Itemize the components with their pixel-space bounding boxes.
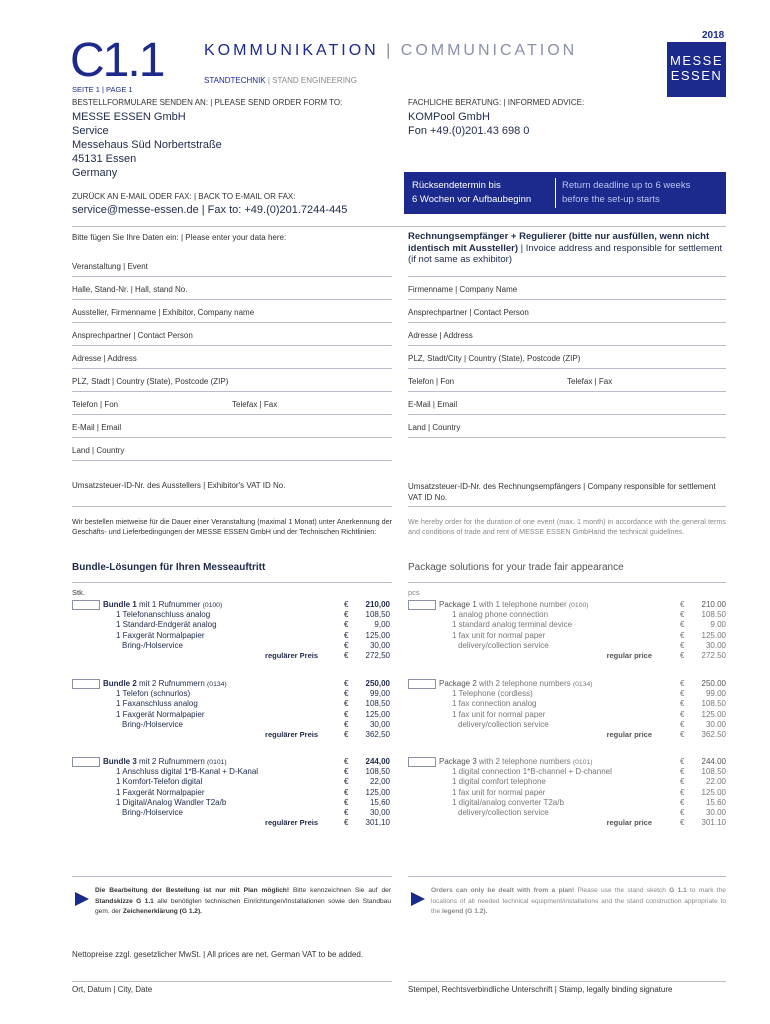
currency-symbol: € — [680, 729, 685, 739]
package-header — [72, 757, 392, 767]
email-field[interactable] — [72, 437, 392, 438]
item-price: 125.00 — [701, 630, 726, 640]
vat-label: Umsatzsteuer-ID-Nr. des Ausstellers | Exhibitor's VAT ID No. — [72, 481, 286, 490]
item-label: delivery/collection service — [458, 807, 549, 817]
currency-symbol: € — [344, 787, 349, 797]
package-block — [72, 600, 392, 661]
currency-symbol: € — [680, 777, 685, 787]
item-label: 1 digital/analog converter T2a/b — [452, 797, 564, 807]
package-block — [72, 679, 392, 740]
package-item — [72, 710, 392, 720]
net-prices-note: Nettopreise zzgl. gesetzlicher MwSt. | All prices are net. German VAT to be added. — [72, 950, 364, 959]
currency-symbol: € — [680, 620, 685, 630]
package-item — [408, 699, 726, 709]
item-price: 125,00 — [365, 630, 390, 640]
bundle-list-de — [72, 600, 392, 840]
exhibitor-label: Aussteller, Firmenname | Exhibitor, Company name — [72, 308, 255, 317]
package-desc: mit 2 Rufnummern — [136, 679, 208, 689]
package-desc: mit 2 Rufnummern — [136, 757, 208, 767]
package-header — [408, 757, 726, 767]
invoice-phone-fax-field[interactable] — [408, 391, 726, 392]
item-label: 1 Komfort-Telefon digital — [116, 777, 203, 787]
contact-label: Ansprechpartner | Contact Person — [72, 331, 193, 340]
currency-symbol: € — [344, 689, 349, 699]
package-header — [408, 600, 726, 610]
signature-field[interactable] — [408, 981, 726, 982]
regular-price: 272,50 — [365, 650, 390, 660]
package-name: Bundle 2 — [103, 679, 137, 689]
currency-symbol: € — [680, 600, 685, 609]
invoice-email-field[interactable] — [408, 414, 726, 415]
item-label: 1 fax unit for normal paper — [452, 709, 546, 719]
currency-symbol: € — [680, 757, 685, 766]
quantity-input[interactable] — [72, 600, 100, 610]
item-price: 125,00 — [365, 787, 390, 797]
package-list-en — [408, 600, 726, 840]
regular-price-row — [72, 651, 392, 661]
item-label: 1 Faxanschluss analog — [116, 699, 198, 709]
invoice-phone-label: Telefon | Fon — [408, 377, 455, 386]
vat-field[interactable] — [72, 506, 392, 507]
invoice-company-label: Firmenname | Company Name — [408, 285, 518, 294]
quantity-input[interactable] — [72, 757, 100, 767]
hall-field[interactable] — [72, 299, 392, 300]
regular-price-row — [72, 818, 392, 828]
packages-title-de: Bundle-Lösungen für Ihren Messeauftritt — [72, 562, 266, 573]
package-desc: with 2 telephone numbers — [476, 679, 573, 689]
regular-price-label: regular price — [606, 650, 652, 660]
currency-symbol: € — [680, 807, 685, 817]
regular-price: 301,10 — [365, 818, 390, 828]
item-label: 1 Faxgerät Normalpapier — [116, 630, 205, 640]
address-label: Adresse | Address — [72, 354, 137, 363]
package-header — [408, 679, 726, 689]
package-block — [408, 679, 726, 740]
regular-price-label: regulärer Preis — [265, 650, 318, 660]
item-price: 30.00 — [705, 807, 726, 817]
item-price: 9.00 — [710, 620, 726, 630]
package-name: Package 1 — [439, 600, 477, 610]
currency-symbol: € — [344, 699, 349, 709]
package-desc: with 1 telephone number — [476, 600, 569, 610]
currency-symbol: € — [680, 679, 685, 688]
package-item — [408, 689, 726, 699]
item-label: delivery/collection service — [458, 640, 549, 650]
item-label: 1 analog phone connection — [452, 610, 549, 620]
package-block — [408, 600, 726, 661]
item-price: 99.00 — [705, 689, 726, 699]
item-price: 125.00 — [701, 787, 726, 797]
package-price: 244.00 — [701, 757, 726, 766]
currency-symbol: € — [344, 818, 349, 828]
regular-price: 272.50 — [701, 650, 726, 660]
item-price: 108,50 — [365, 767, 390, 777]
package-item — [408, 620, 726, 630]
regular-price-label: regular price — [606, 818, 652, 828]
invoice-zip-field[interactable] — [408, 368, 726, 369]
regular-price: 362,50 — [365, 729, 390, 739]
invoice-address-field[interactable] — [408, 345, 726, 346]
advice-contact: KOMPool GmbH Fon +49.(0)201.43 698 0 — [408, 111, 530, 137]
arrow-right-icon — [75, 892, 89, 906]
package-item — [72, 689, 392, 699]
item-label: delivery/collection service — [458, 719, 549, 729]
package-price: 250.00 — [701, 679, 726, 688]
item-price: 125,00 — [365, 709, 390, 719]
item-price: 15,60 — [369, 797, 390, 807]
item-label: 1 fax unit for normal paper — [452, 630, 546, 640]
item-label: 1 Telefon (schnurlos) — [116, 689, 191, 699]
address-field[interactable] — [72, 368, 392, 369]
item-price: 30,00 — [369, 807, 390, 817]
package-item — [72, 788, 392, 798]
return-label: ZURÜCK AN E-MAIL ODER FAX: | BACK TO E-MAIL OR FAX: — [72, 192, 296, 201]
item-price: 9,00 — [374, 620, 390, 630]
currency-symbol: € — [680, 689, 685, 699]
currency-symbol: € — [680, 650, 685, 660]
package-item — [408, 720, 726, 730]
advice-label: FACHLICHE BERATUNG: | INFORMED ADVICE: — [408, 98, 585, 107]
arrow-right-icon — [411, 892, 425, 906]
currency-symbol: € — [344, 807, 349, 817]
regular-price-row — [408, 651, 726, 661]
regular-price-row — [408, 818, 726, 828]
regular-price: 362.50 — [701, 729, 726, 739]
package-item — [72, 720, 392, 730]
package-item — [408, 777, 726, 787]
terms-de: Wir bestellen mietweise für die Dauer einer Veranstaltung (maximal 1 Monat) unter Anerkennung der Geschäfts- und Lieferbedingungen der MESSE ESSEN GmbH und der Technischen Richtlinien: — [72, 517, 392, 537]
currency-symbol: € — [344, 620, 349, 630]
city-date-label: Ort, Datum | City, Date — [72, 985, 153, 994]
packages-title-en: Package solutions for your trade fair appearance — [408, 562, 624, 573]
currency-symbol: € — [344, 640, 349, 650]
send-to-address: MESSE ESSEN GmbH Service Messehaus Süd Norbertstraße 45131 Essen Germany — [72, 111, 222, 179]
currency-symbol: € — [344, 630, 349, 640]
item-price: 108.50 — [701, 767, 726, 777]
package-item — [72, 699, 392, 709]
contact-field[interactable] — [72, 345, 392, 346]
item-price: 108.50 — [701, 699, 726, 709]
package-item — [408, 710, 726, 720]
item-label: 1 Anschluss digital 1*B-Kanal + D-Kanal — [116, 767, 259, 777]
package-name: Bundle 3 — [103, 757, 137, 767]
package-item — [72, 777, 392, 787]
item-label: 1 fax connection analog — [452, 699, 537, 709]
item-label: 1 fax unit for normal paper — [452, 787, 546, 797]
event-label: Veranstaltung | Event — [72, 262, 148, 271]
currency-symbol: € — [680, 630, 685, 640]
item-price: 108,50 — [365, 699, 390, 709]
package-code: (0100) — [568, 602, 589, 610]
item-price: 99,00 — [369, 689, 390, 699]
item-price: 125.00 — [701, 709, 726, 719]
item-label: 1 standard analog terminal device — [452, 620, 573, 630]
package-item — [72, 610, 392, 620]
item-label: 1 digital connection 1*B-channel + D-channel — [452, 767, 612, 777]
currency-symbol: € — [344, 600, 349, 609]
terms-en: We hereby order for the duration of one event (max. 1 month) in accordance with the general terms and conditions of trade and rent of MESSE ESSEN GmbHand the technical guidelines. — [408, 517, 726, 537]
item-price: 22.00 — [705, 777, 726, 787]
messe-essen-logo: MESSE ESSEN — [667, 42, 726, 97]
currency-symbol: € — [344, 719, 349, 729]
item-label: 1 digital comfort telephone — [452, 777, 546, 787]
package-price: 210,00 — [365, 600, 390, 609]
package-item — [72, 798, 392, 808]
zip-field[interactable] — [72, 391, 392, 392]
currency-symbol: € — [680, 787, 685, 797]
package-price: 210.00 — [701, 600, 726, 609]
regular-price: 301.10 — [701, 818, 726, 828]
deadline-box: Rücksendetermin bis 6 Wochen vor Aufbaubeginn Return deadline up to 6 weeks before the set-up starts — [404, 172, 726, 214]
invoice-fax-label: Telefax | Fax — [567, 377, 613, 386]
return-contact: service@messe-essen.de | Fax to: +49.(0)201.7244-445 — [72, 204, 348, 216]
invoice-zip-label: PLZ, Stadt/City | Country (State), Postcode (ZIP) — [408, 354, 581, 363]
currency-symbol: € — [680, 699, 685, 709]
country-field[interactable] — [72, 460, 392, 461]
item-price: 15.60 — [705, 797, 726, 807]
quantity-input[interactable] — [408, 600, 436, 610]
currency-symbol: € — [344, 610, 349, 620]
item-price: 22,00 — [369, 777, 390, 787]
item-label: Bring-/Holservice — [122, 640, 183, 650]
currency-symbol: € — [680, 719, 685, 729]
data-intro: Bitte fügen Sie Ihre Daten ein: | Please enter your data here: — [72, 233, 287, 242]
fax-label: Telefax | Fax — [232, 400, 278, 409]
invoice-contact-label: Ansprechpartner | Contact Person — [408, 308, 529, 317]
item-label: Bring-/Holservice — [122, 807, 183, 817]
package-block — [408, 757, 726, 828]
currency-symbol: € — [344, 679, 349, 688]
hall-label: Halle, Stand-Nr. | Hall, stand No. — [72, 285, 188, 294]
item-label: 1 Telephone (cordless) — [452, 689, 533, 699]
item-label: 1 Faxgerät Normalpapier — [116, 787, 205, 797]
currency-symbol: € — [680, 818, 685, 828]
regular-price-label: regular price — [606, 729, 652, 739]
package-header — [72, 679, 392, 689]
invoice-contact-field[interactable] — [408, 322, 726, 323]
package-item — [72, 808, 392, 818]
item-price: 30,00 — [369, 719, 390, 729]
plan-note-de: Die Bearbeitung der Bestellung ist nur mit Plan möglich! Bitte kennzeichnen Sie auf der Standskizze G 1.1 alle benötigten technischen Einrichtungen/Installationen sowie den Standbau gem. der Zeichenerklärung (G 1.2). — [95, 887, 391, 915]
phone-label: Telefon | Fon — [72, 400, 119, 409]
zip-label: PLZ, Stadt | Country (State), Postcode (ZIP) — [72, 377, 229, 386]
package-item — [408, 767, 726, 777]
invoice-company-field[interactable] — [408, 299, 726, 300]
package-item — [408, 631, 726, 641]
city-date-field[interactable] — [72, 981, 392, 982]
package-block — [72, 757, 392, 828]
invoice-heading: Rechnungsempfänger + Regulierer (bitte nur ausfüllen, wenn nicht identisch mit Aussteller) | Invoice address and responsible for settlement (if not same as exhibitor) — [408, 231, 723, 265]
package-code: (0134) — [207, 681, 227, 689]
page-title: KOMMUNIKATION | COMMUNICATION — [204, 42, 578, 59]
package-item — [72, 767, 392, 777]
package-price: 244,00 — [365, 757, 390, 766]
package-item — [72, 620, 392, 630]
package-name: Package 3 — [439, 757, 477, 767]
qty-label-en: pcs — [408, 588, 420, 597]
currency-symbol: € — [344, 650, 349, 660]
item-price: 108.50 — [701, 610, 726, 620]
invoice-vat-field[interactable] — [408, 506, 726, 507]
page-number: SEITE 1 | PAGE 1 — [72, 85, 133, 94]
package-desc: with 2 telephone numbers — [476, 757, 573, 767]
regular-price-row — [72, 730, 392, 740]
currency-symbol: € — [680, 709, 685, 719]
currency-symbol: € — [344, 767, 349, 777]
invoice-country-field[interactable] — [408, 437, 726, 438]
package-item — [72, 631, 392, 641]
item-label: 1 Digital/Analog Wandler T2a/b — [116, 797, 227, 807]
email-label: E-Mail | Email — [72, 423, 122, 432]
item-price: 30,00 — [369, 640, 390, 650]
signature-label: Stempel, Rechtsverbindliche Unterschrift | Stamp, legally binding signature — [408, 985, 673, 994]
item-label: 1 Faxgerät Normalpapier — [116, 709, 205, 719]
package-code: (0101) — [207, 759, 227, 767]
currency-symbol: € — [344, 729, 349, 739]
currency-symbol: € — [680, 610, 685, 620]
package-item — [408, 641, 726, 651]
exhibitor-field[interactable] — [72, 322, 392, 323]
package-name: Bundle 1 — [103, 600, 137, 610]
year: 2018 — [702, 30, 725, 41]
package-code: (0101) — [572, 759, 593, 767]
quantity-input[interactable] — [72, 679, 100, 689]
item-price: 108,50 — [365, 610, 390, 620]
regular-price-label: regulärer Preis — [265, 729, 318, 739]
invoice-address-label: Adresse | Address — [408, 331, 473, 340]
package-code: (0100) — [202, 602, 223, 610]
package-price: 250,00 — [365, 679, 390, 688]
form-code: C1.1 — [70, 34, 164, 87]
package-desc: mit 1 Rufnummer — [136, 600, 203, 610]
send-to-label: BESTELLFORMULARE SENDEN AN: | PLEASE SEND ORDER FORM TO: — [72, 98, 343, 107]
currency-symbol: € — [680, 797, 685, 807]
item-label: Bring-/Holservice — [122, 719, 183, 729]
package-item — [408, 798, 726, 808]
plan-note-en: Orders can only be dealt with from a plan! Please use the stand sketch G 1.1 to mark the locations of all needed technical equipment/installations and the stand construction appropriate to the legend (G 1.2). — [431, 887, 726, 915]
country-label: Land | Country — [72, 446, 125, 455]
currency-symbol: € — [344, 777, 349, 787]
qty-label-de: Stk. — [72, 588, 85, 597]
quantity-input[interactable] — [408, 679, 436, 689]
package-item — [408, 788, 726, 798]
currency-symbol: € — [680, 640, 685, 650]
event-field[interactable] — [72, 276, 392, 277]
package-code: (0134) — [572, 681, 593, 689]
package-item — [408, 610, 726, 620]
phone-fax-field[interactable] — [72, 414, 392, 415]
currency-symbol: € — [344, 709, 349, 719]
item-label: 1 Telefonanschluss analog — [116, 610, 211, 620]
invoice-email-label: E-Mail | Email — [408, 400, 458, 409]
quantity-input[interactable] — [408, 757, 436, 767]
invoice-country-label: Land | Country — [408, 423, 461, 432]
package-item — [72, 641, 392, 651]
currency-symbol: € — [344, 797, 349, 807]
invoice-vat-label: Umsatzsteuer-ID-Nr. des Rechnungsempfängers | Company responsible for settlement VAT ID No. — [408, 482, 716, 502]
package-header — [72, 600, 392, 610]
regular-price-row — [408, 730, 726, 740]
package-item — [408, 808, 726, 818]
currency-symbol: € — [680, 767, 685, 777]
item-label: 1 Standard-Endgerät analog — [116, 620, 217, 630]
item-price: 30.00 — [705, 640, 726, 650]
package-name: Package 2 — [439, 679, 477, 689]
regular-price-label: regulärer Preis — [265, 818, 318, 828]
item-price: 30.00 — [705, 719, 726, 729]
page-subtitle: STANDTECHNIK | STAND ENGINEERING — [204, 76, 357, 85]
currency-symbol: € — [344, 757, 349, 766]
